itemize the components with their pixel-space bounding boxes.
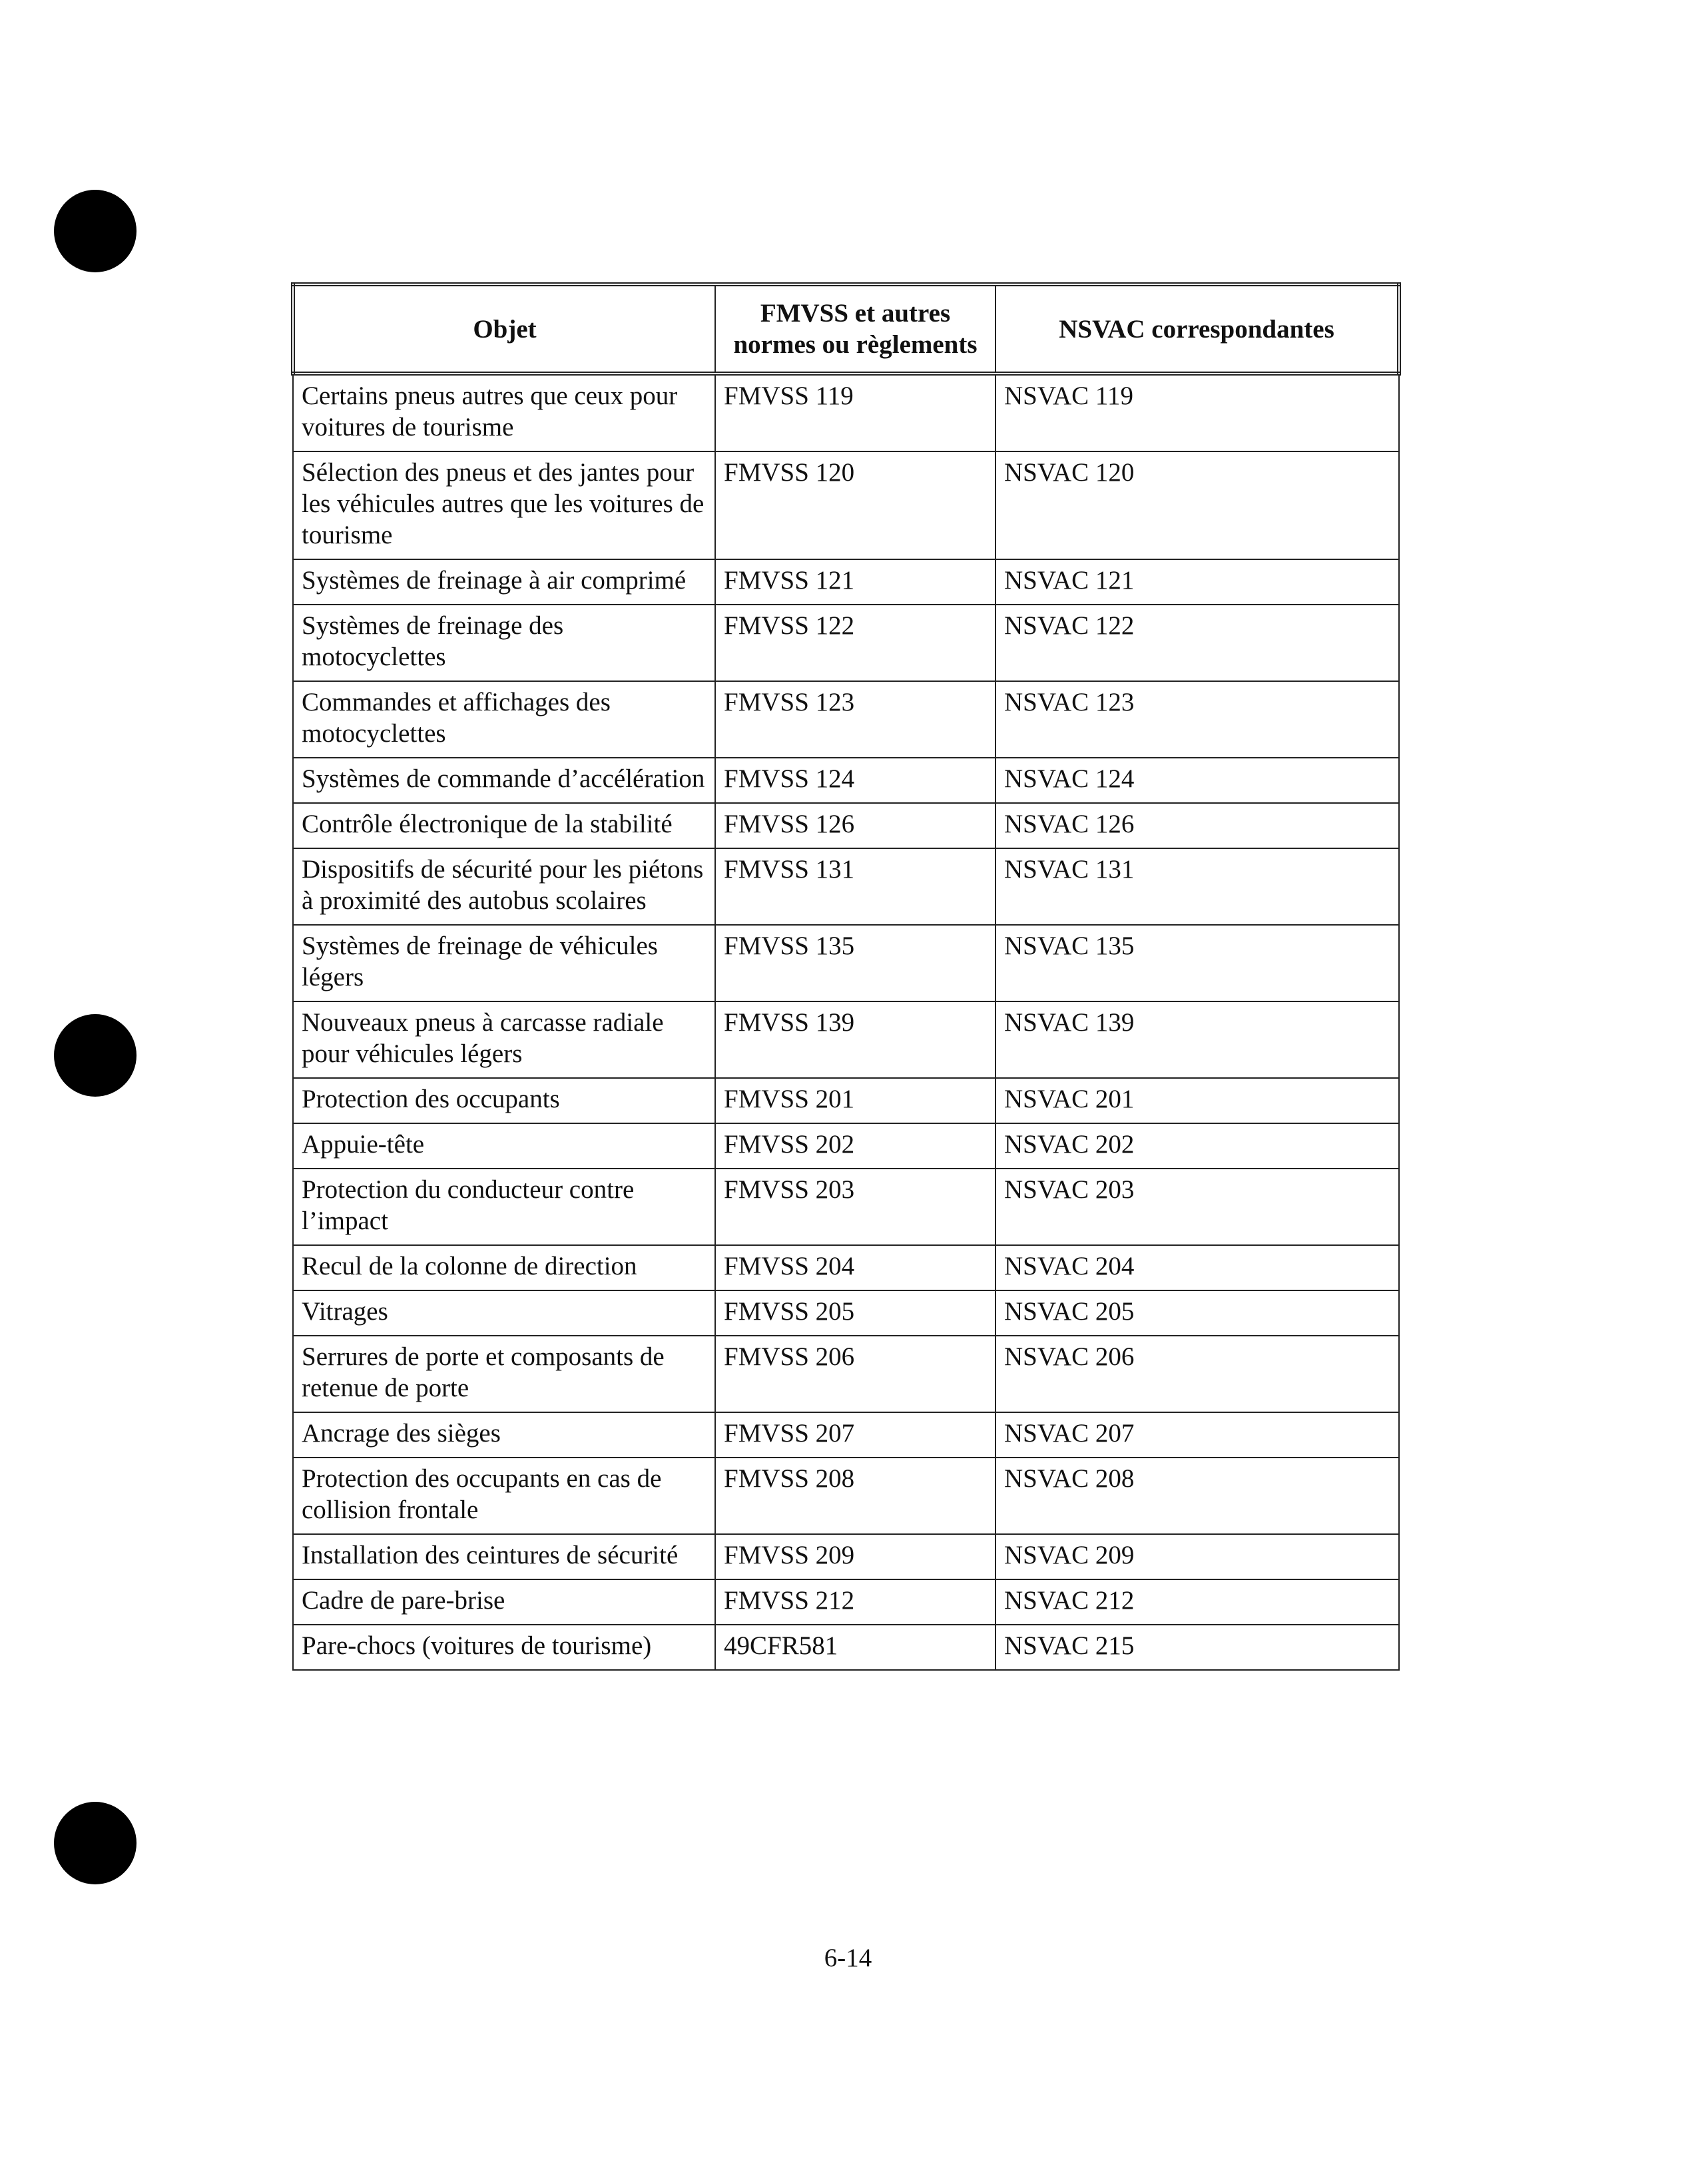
table-row (293, 559, 1399, 605)
table-row (293, 1458, 1399, 1534)
cell-nsvac: NSVAC 205 (995, 1290, 1399, 1336)
cell-fmvss: FMVSS 126 (715, 803, 995, 848)
cell-objet: Nouveaux pneus à carcasse radiale pour véhicules légers (293, 1001, 715, 1078)
cell-nsvac: NSVAC 208 (995, 1458, 1399, 1534)
standards-table-container (291, 282, 1397, 1671)
table-row (293, 1625, 1399, 1670)
cell-nsvac: NSVAC 215 (995, 1625, 1399, 1670)
cell-fmvss: 49CFR581 (715, 1625, 995, 1670)
table-row (293, 451, 1399, 559)
table-row (293, 681, 1399, 758)
cell-fmvss: FMVSS 124 (715, 758, 995, 803)
cell-objet: Dispositifs de sécurité pour les piétons à proximité des autobus scolaires (293, 848, 715, 925)
cell-objet: Contrôle électronique de la stabilité (293, 803, 715, 848)
cell-nsvac: NSVAC 212 (995, 1579, 1399, 1625)
header-fmvss-line1: FMVSS et autres (760, 299, 951, 328)
cell-fmvss: FMVSS 204 (715, 1245, 995, 1290)
table-row (293, 1336, 1399, 1412)
table-body (293, 374, 1399, 1670)
cell-nsvac: NSVAC 207 (995, 1412, 1399, 1458)
cell-nsvac: NSVAC 201 (995, 1078, 1399, 1123)
cell-nsvac: NSVAC 123 (995, 681, 1399, 758)
cell-nsvac: NSVAC 120 (995, 451, 1399, 559)
table-header-row (293, 284, 1399, 374)
cell-objet: Systèmes de commande d’accélération (293, 758, 715, 803)
cell-fmvss: FMVSS 202 (715, 1123, 995, 1169)
cell-objet: Protection des occupants (293, 1078, 715, 1123)
table-row (293, 925, 1399, 1001)
cell-objet: Protection des occupants en cas de collision frontale (293, 1458, 715, 1534)
table-row (293, 1123, 1399, 1169)
cell-nsvac: NSVAC 135 (995, 925, 1399, 1001)
cell-objet: Vitrages (293, 1290, 715, 1336)
cell-nsvac: NSVAC 121 (995, 559, 1399, 605)
table-row (293, 1078, 1399, 1123)
cell-objet: Commandes et affichages des motocyclettes (293, 681, 715, 758)
cell-objet: Systèmes de freinage de véhicules légers (293, 925, 715, 1001)
cell-fmvss: FMVSS 206 (715, 1336, 995, 1412)
cell-fmvss: FMVSS 122 (715, 605, 995, 681)
cell-objet: Systèmes de freinage à air comprimé (293, 559, 715, 605)
cell-nsvac: NSVAC 126 (995, 803, 1399, 848)
cell-objet: Ancrage des sièges (293, 1412, 715, 1458)
table-row (293, 1290, 1399, 1336)
cell-nsvac: NSVAC 122 (995, 605, 1399, 681)
cell-fmvss: FMVSS 131 (715, 848, 995, 925)
cell-objet: Systèmes de freinage des motocyclettes (293, 605, 715, 681)
cell-objet: Recul de la colonne de direction (293, 1245, 715, 1290)
cell-nsvac: NSVAC 202 (995, 1123, 1399, 1169)
table-row (293, 605, 1399, 681)
header-nsvac: NSVAC correspondantes (995, 284, 1399, 374)
cell-fmvss: FMVSS 123 (715, 681, 995, 758)
cell-fmvss: FMVSS 135 (715, 925, 995, 1001)
cell-fmvss: FMVSS 120 (715, 451, 995, 559)
table-row (293, 848, 1399, 925)
punch-hole (54, 1802, 137, 1884)
cell-objet: Protection du conducteur contre l’impact (293, 1169, 715, 1245)
table-row (293, 374, 1399, 451)
cell-fmvss: FMVSS 139 (715, 1001, 995, 1078)
cell-fmvss: FMVSS 208 (715, 1458, 995, 1534)
cell-fmvss: FMVSS 207 (715, 1412, 995, 1458)
cell-fmvss: FMVSS 209 (715, 1534, 995, 1579)
cell-nsvac: NSVAC 209 (995, 1534, 1399, 1579)
cell-fmvss: FMVSS 212 (715, 1579, 995, 1625)
cell-fmvss: FMVSS 121 (715, 559, 995, 605)
cell-nsvac: NSVAC 139 (995, 1001, 1399, 1078)
cell-nsvac: NSVAC 204 (995, 1245, 1399, 1290)
table-row (293, 1534, 1399, 1579)
header-fmvss-line2: normes ou règlements (733, 330, 978, 359)
cell-nsvac: NSVAC 131 (995, 848, 1399, 925)
header-objet: Objet (293, 284, 715, 374)
table-row (293, 1245, 1399, 1290)
table-row (293, 758, 1399, 803)
page-number: 6-14 (824, 1944, 872, 1972)
cell-fmvss: FMVSS 205 (715, 1290, 995, 1336)
table-row (293, 803, 1399, 848)
cell-fmvss: FMVSS 203 (715, 1169, 995, 1245)
cell-fmvss: FMVSS 201 (715, 1078, 995, 1123)
cell-objet: Certains pneus autres que ceux pour voitures de tourisme (293, 374, 715, 451)
table-row (293, 1001, 1399, 1078)
standards-table (291, 282, 1401, 1671)
punch-hole (54, 1014, 137, 1097)
cell-nsvac: NSVAC 206 (995, 1336, 1399, 1412)
cell-fmvss: FMVSS 119 (715, 374, 995, 451)
cell-objet: Pare-chocs (voitures de tourisme) (293, 1625, 715, 1670)
cell-objet: Serrures de porte et composants de retenue de porte (293, 1336, 715, 1412)
table-row (293, 1412, 1399, 1458)
cell-nsvac: NSVAC 203 (995, 1169, 1399, 1245)
cell-objet: Appuie-tête (293, 1123, 715, 1169)
cell-nsvac: NSVAC 124 (995, 758, 1399, 803)
header-fmvss (715, 284, 995, 374)
cell-objet: Installation des ceintures de sécurité (293, 1534, 715, 1579)
cell-objet: Cadre de pare-brise (293, 1579, 715, 1625)
table-row (293, 1169, 1399, 1245)
cell-objet: Sélection des pneus et des jantes pour les véhicules autres que les voitures de tourisme (293, 451, 715, 559)
table-row (293, 1579, 1399, 1625)
punch-hole (54, 190, 137, 272)
cell-nsvac: NSVAC 119 (995, 374, 1399, 451)
